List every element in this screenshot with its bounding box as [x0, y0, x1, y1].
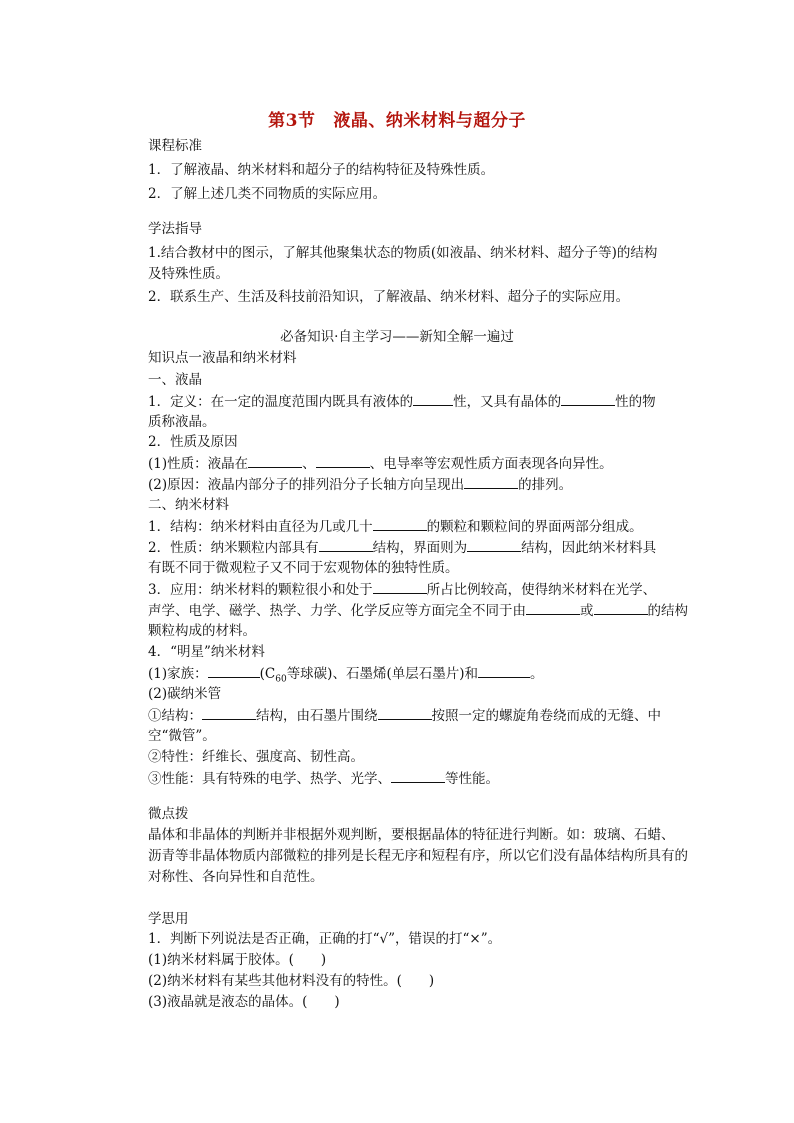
text: 、电导率等宏观性质方面表现各向异性。	[369, 456, 613, 472]
fill-blank[interactable]	[319, 539, 373, 552]
practice-heading: 学思用	[148, 911, 189, 927]
text: 的结构	[647, 603, 688, 619]
nano-application-cont	[148, 602, 688, 619]
cause-line	[148, 476, 572, 493]
text: 1．定义：在一定的温度范围内既具有液体的	[148, 394, 414, 410]
text: 或	[580, 603, 594, 619]
method-paragraph-1-cont: 及特殊性质。	[148, 266, 229, 282]
nano-application-cont-2: 颗粒构成的材料。	[148, 623, 256, 639]
fill-blank[interactable]	[526, 602, 580, 615]
text: 结构，界面则为	[372, 540, 468, 556]
text: 2．性质：纳米颗粒内部具有	[148, 540, 319, 556]
text: 所占比例较高，使得纳米材料在光学、	[426, 582, 657, 598]
fill-blank[interactable]	[208, 665, 260, 678]
text: (1)家族：	[148, 666, 208, 682]
fill-blank[interactable]	[248, 455, 302, 468]
tip-heading: 微点拨	[148, 806, 189, 822]
knowledge-point-heading: 知识点一液晶和纳米材料	[148, 350, 297, 366]
text: 、	[302, 456, 316, 472]
text: 等性能。	[445, 771, 499, 787]
method-heading: 学法指导	[148, 221, 202, 237]
property-heading: 2．性质及原因	[148, 434, 238, 450]
text: (1)性质：液晶在	[148, 456, 249, 472]
curriculum-heading: 课程标准	[148, 138, 202, 154]
practice-question: 1．判断下列说法是否正确，正确的打“√”，错误的打“×”。	[148, 931, 502, 947]
nano-property-line	[148, 539, 656, 556]
curriculum-item: 2．了解上述几类不同物质的实际应用。	[148, 186, 387, 202]
definition-line	[148, 393, 656, 410]
text: 等球碳)、石墨烯(单层石墨片)和	[286, 666, 478, 682]
family-line	[148, 665, 544, 685]
nano-application-line	[148, 581, 656, 598]
text: 的排列。	[518, 477, 573, 493]
text: ③性能：具有特殊的电学、热学、光学、	[148, 771, 391, 787]
cnt-structure-cont: 空“微管”。	[148, 728, 216, 744]
cnt-structure-line	[148, 707, 661, 724]
fill-blank[interactable]	[467, 539, 521, 552]
page-title	[0, 106, 794, 131]
method-paragraph-2: 2．联系生产、生活及科技前沿知识，了解液晶、纳米材料、超分子的实际应用。	[148, 289, 630, 305]
fill-blank[interactable]	[391, 770, 445, 783]
text: 的颗粒和颗粒间的界面两部分组成。	[426, 519, 643, 535]
definition-line-cont: 质称液晶。	[148, 414, 216, 430]
cnt-heading: (2)碳纳米管	[148, 686, 222, 702]
text: 性的物	[615, 394, 656, 410]
fill-blank[interactable]	[413, 393, 453, 406]
nano-property-cont: 有既不同于微观粒子又不同于宏观物体的独特性质。	[148, 560, 459, 576]
text: 结构，由石墨片围绕	[256, 708, 378, 724]
nano-heading: 二、纳米材料	[148, 497, 229, 513]
fill-blank[interactable]	[316, 455, 370, 468]
fill-blank[interactable]	[478, 665, 530, 678]
fill-blank[interactable]	[594, 602, 648, 615]
practice-item: (3)液晶就是液态的晶体。( )	[148, 994, 340, 1010]
liquid-crystal-heading: 一、液晶	[148, 372, 202, 388]
text: 结构，因此纳米材料具	[521, 540, 657, 556]
curriculum-item: 1．了解液晶、纳米材料和超分子的结构特征及特殊性质。	[148, 162, 495, 178]
text: 声学、电学、磁学、热学、力学、化学反应等方面完全不同于由	[148, 603, 526, 619]
fill-blank[interactable]	[378, 707, 432, 720]
tip-line: 对称性、各向异性和自范性。	[148, 869, 324, 885]
text: 1．结构：纳米材料由直径为几或几十	[148, 519, 373, 535]
star-materials-heading: 4．“明星”纳米材料	[148, 644, 265, 660]
method-paragraph-1: 1.结合教材中的图示，了解其他聚集状态的物质(如液晶、纳米材料、超分子等)的结构	[148, 245, 658, 261]
text: (2)原因：液晶内部分子的排列沿分子长轴方向呈现出	[148, 477, 465, 493]
text: ①结构：	[148, 708, 202, 724]
fill-blank[interactable]	[464, 476, 518, 489]
text: 。	[530, 666, 544, 682]
property-line	[148, 455, 613, 472]
text: 性，又具有晶体的	[453, 394, 562, 410]
section-name: 液晶、纳米材料与超分子	[333, 111, 526, 131]
fill-blank[interactable]	[561, 393, 615, 406]
text: 3．应用：纳米材料的颗粒很小和处于	[148, 582, 373, 598]
subscript: 60	[275, 674, 287, 685]
cnt-feature-line: ②特性：纤维长、强度高、韧性高。	[148, 749, 364, 765]
section-banner: 必备知识·自主学习——新知全解一遍过	[280, 329, 514, 345]
section-number: 第3节	[268, 111, 316, 131]
tip-line: 晶体和非晶体的判断并非根据外观判断，要根据晶体的特征进行判断。如：玻璃、石蜡、	[148, 827, 675, 843]
practice-item: (2)纳米材料有某些其他材料没有的特性。( )	[148, 973, 435, 989]
fill-blank[interactable]	[202, 707, 256, 720]
fill-blank[interactable]	[373, 581, 427, 594]
tip-line: 沥青等非晶体物质内部微粒的排列是长程无序和短程有序，所以它们没有晶体结构所具有的	[148, 848, 688, 864]
text: (C	[259, 666, 276, 682]
fill-blank[interactable]	[373, 518, 427, 531]
practice-item: (1)纳米材料属于胶体。( )	[148, 952, 327, 968]
nano-structure-line	[148, 518, 643, 535]
cnt-performance-line	[148, 770, 499, 787]
text: 按照一定的螺旋角卷绕而成的无缝、中	[431, 708, 661, 724]
